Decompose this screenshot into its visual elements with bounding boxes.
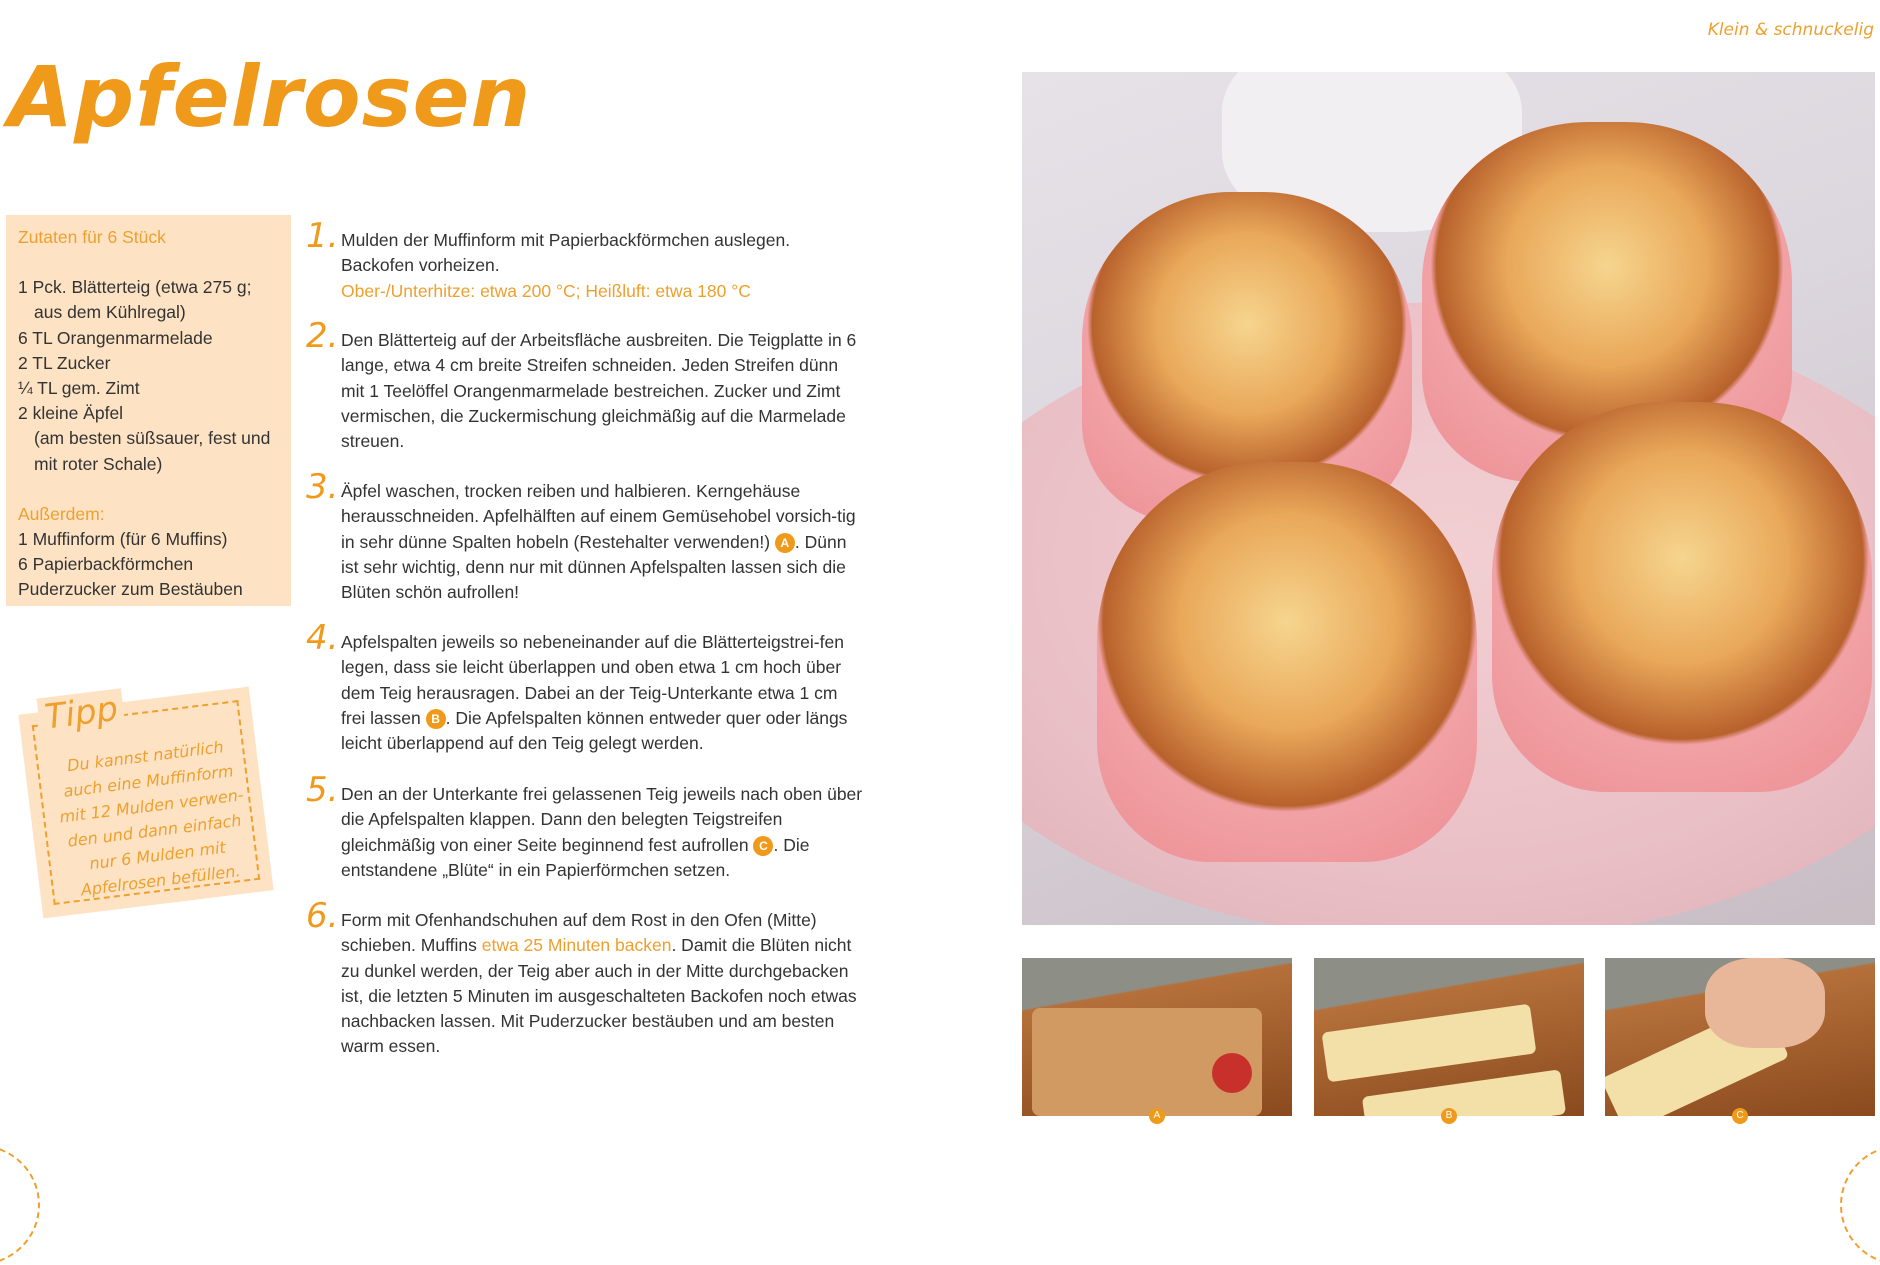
apple-rose (1492, 402, 1872, 792)
step-4 (306, 618, 866, 756)
apple-rose (1097, 462, 1477, 862)
step-number: 1. (306, 216, 339, 256)
ingredient-item: 2 kleine Äpfel (18, 403, 124, 424)
step-photo-b (1314, 958, 1584, 1116)
step-text: . Die entstandene „Blüte“ in ein Papierförmchen setzen. (341, 834, 810, 880)
page-title: Apfelrosen (8, 48, 532, 146)
tip-box (18, 687, 273, 919)
ingredient-item: 2 TL Zucker (18, 352, 111, 373)
step-number: 4. (306, 618, 339, 658)
extras-heading: Außerdem: (18, 503, 105, 524)
step-photo-a (1022, 958, 1292, 1116)
temperature-highlight: Ober-/Unterhitze: etwa 200 °C; Heißluft: etwa 180 °C (341, 280, 751, 301)
extra-item: 6 Papierbackförmchen (18, 554, 194, 575)
decorative-arc (0, 1145, 40, 1265)
step-number: 5. (306, 770, 339, 810)
step-photo-c (1605, 958, 1875, 1116)
step-text: Form mit Ofenhandschuhen auf dem Rost in den Ofen (Mitte) schieben. Muffins (341, 910, 817, 956)
apple-roses-photo (1022, 72, 1875, 925)
step-1 (306, 216, 866, 304)
ingredient-item: (am besten süßsauer, fest und (34, 428, 271, 449)
tip-text: Du kannst natürlich auch eine Muffinform mit 12 Mulden verwen-den und dann einfach nur 6 Mulden mit Apfelrosen befüllen. (58, 737, 245, 900)
step-text: . Die Apfelspalten können entweder quer oder längs leicht überlappend auf den Teig gelegt werden. (341, 707, 848, 754)
photo-ref-badge: B (426, 709, 446, 729)
ingredient-item: aus dem Kühlregal) (34, 302, 186, 323)
photo-ref-badge: C (753, 836, 773, 856)
step-5 (306, 770, 866, 883)
photo-ref-badge: A (775, 533, 795, 553)
ingredient-item: ¼ TL gem. Zimt (18, 378, 140, 399)
tip-heading: Tipp (37, 688, 127, 738)
step-text: Den Blätterteig auf der Arbeitsfläche ausbreiten. Die Teigplatte in 6 lange, etwa 4 cm breite Streifen schneiden. Jeden Streifen dünn mit 1 Teelöffel Orangenmarmelade bestreichen. Zucker und Zimt vermischen, die Zuckermischung gleichmäßig auf die Marmelade streuen. (341, 330, 857, 452)
ingredients-heading: Zutaten für 6 Stück (18, 227, 166, 247)
ingredient-item: 1 Pck. Blätterteig (etwa 275 g; (18, 277, 252, 298)
step-text: . Dünn ist sehr wichtig, denn nur mit dünnen Apfelspalten lassen sich die Blüten schön aufrollen! (341, 531, 847, 603)
step-number: 3. (306, 467, 339, 507)
step-2 (306, 316, 866, 454)
extra-item: Puderzucker zum Bestäuben (18, 579, 243, 600)
step-text: Äpfel waschen, trocken reiben und halbieren. Kerngehäuse herausschneiden. Apfelhälften auf einem Gemüsehobel vorsich-tig in sehr dünne Spalten hobeln (Restehalter verwenden!) (341, 481, 856, 552)
step-6 (306, 896, 866, 1060)
step-3 (306, 467, 866, 605)
running-head: Klein & schnuckelig (1707, 20, 1874, 40)
decorative-arc (1840, 1145, 1880, 1265)
photo-label-b: B (1441, 1108, 1457, 1124)
step-text: Apfelspalten jeweils so nebeneinander auf die Blätterteigstrei-fen legen, dass sie leicht überlappen und oben etwa 1 cm hoch über dem Teig herausragen. Dabei an der Teig-Unterkante etwa 1 cm frei lassen (341, 632, 844, 728)
step-text: Mulden der Muffinform mit Papierbackförmchen auslegen. Backofen vorheizen. (341, 230, 791, 276)
step-number: 6. (306, 896, 339, 936)
baking-time-highlight: etwa 25 Minuten backen (481, 935, 672, 956)
ingredients-box (6, 215, 291, 606)
ingredient-item: 6 TL Orangenmarmelade (18, 327, 213, 348)
step-text: . Damit die Blüten nicht zu dunkel werden, der Teig aber auch in der Mitte durchgebacken ist, die letzten 5 Minuten im ausgeschalteten Backofen noch etwas nachbacken lassen. Mit Puderzucker bestäuben und am besten warm essen. (341, 935, 857, 1057)
ingredient-item: mit roter Schale) (34, 453, 163, 474)
photo-label-c: C (1732, 1108, 1748, 1124)
step-number: 2. (306, 316, 339, 356)
photo-label-a: A (1149, 1108, 1165, 1124)
step-text: Den an der Unterkante frei gelassenen Teig jeweils nach oben über die Apfelspalten klappen. Dann den belegten Teigstreifen gleichmäßig von einer Seite beginnend fest aufrollen (341, 784, 863, 855)
extra-item: 1 Muffinform (für 6 Muffins) (18, 529, 228, 550)
